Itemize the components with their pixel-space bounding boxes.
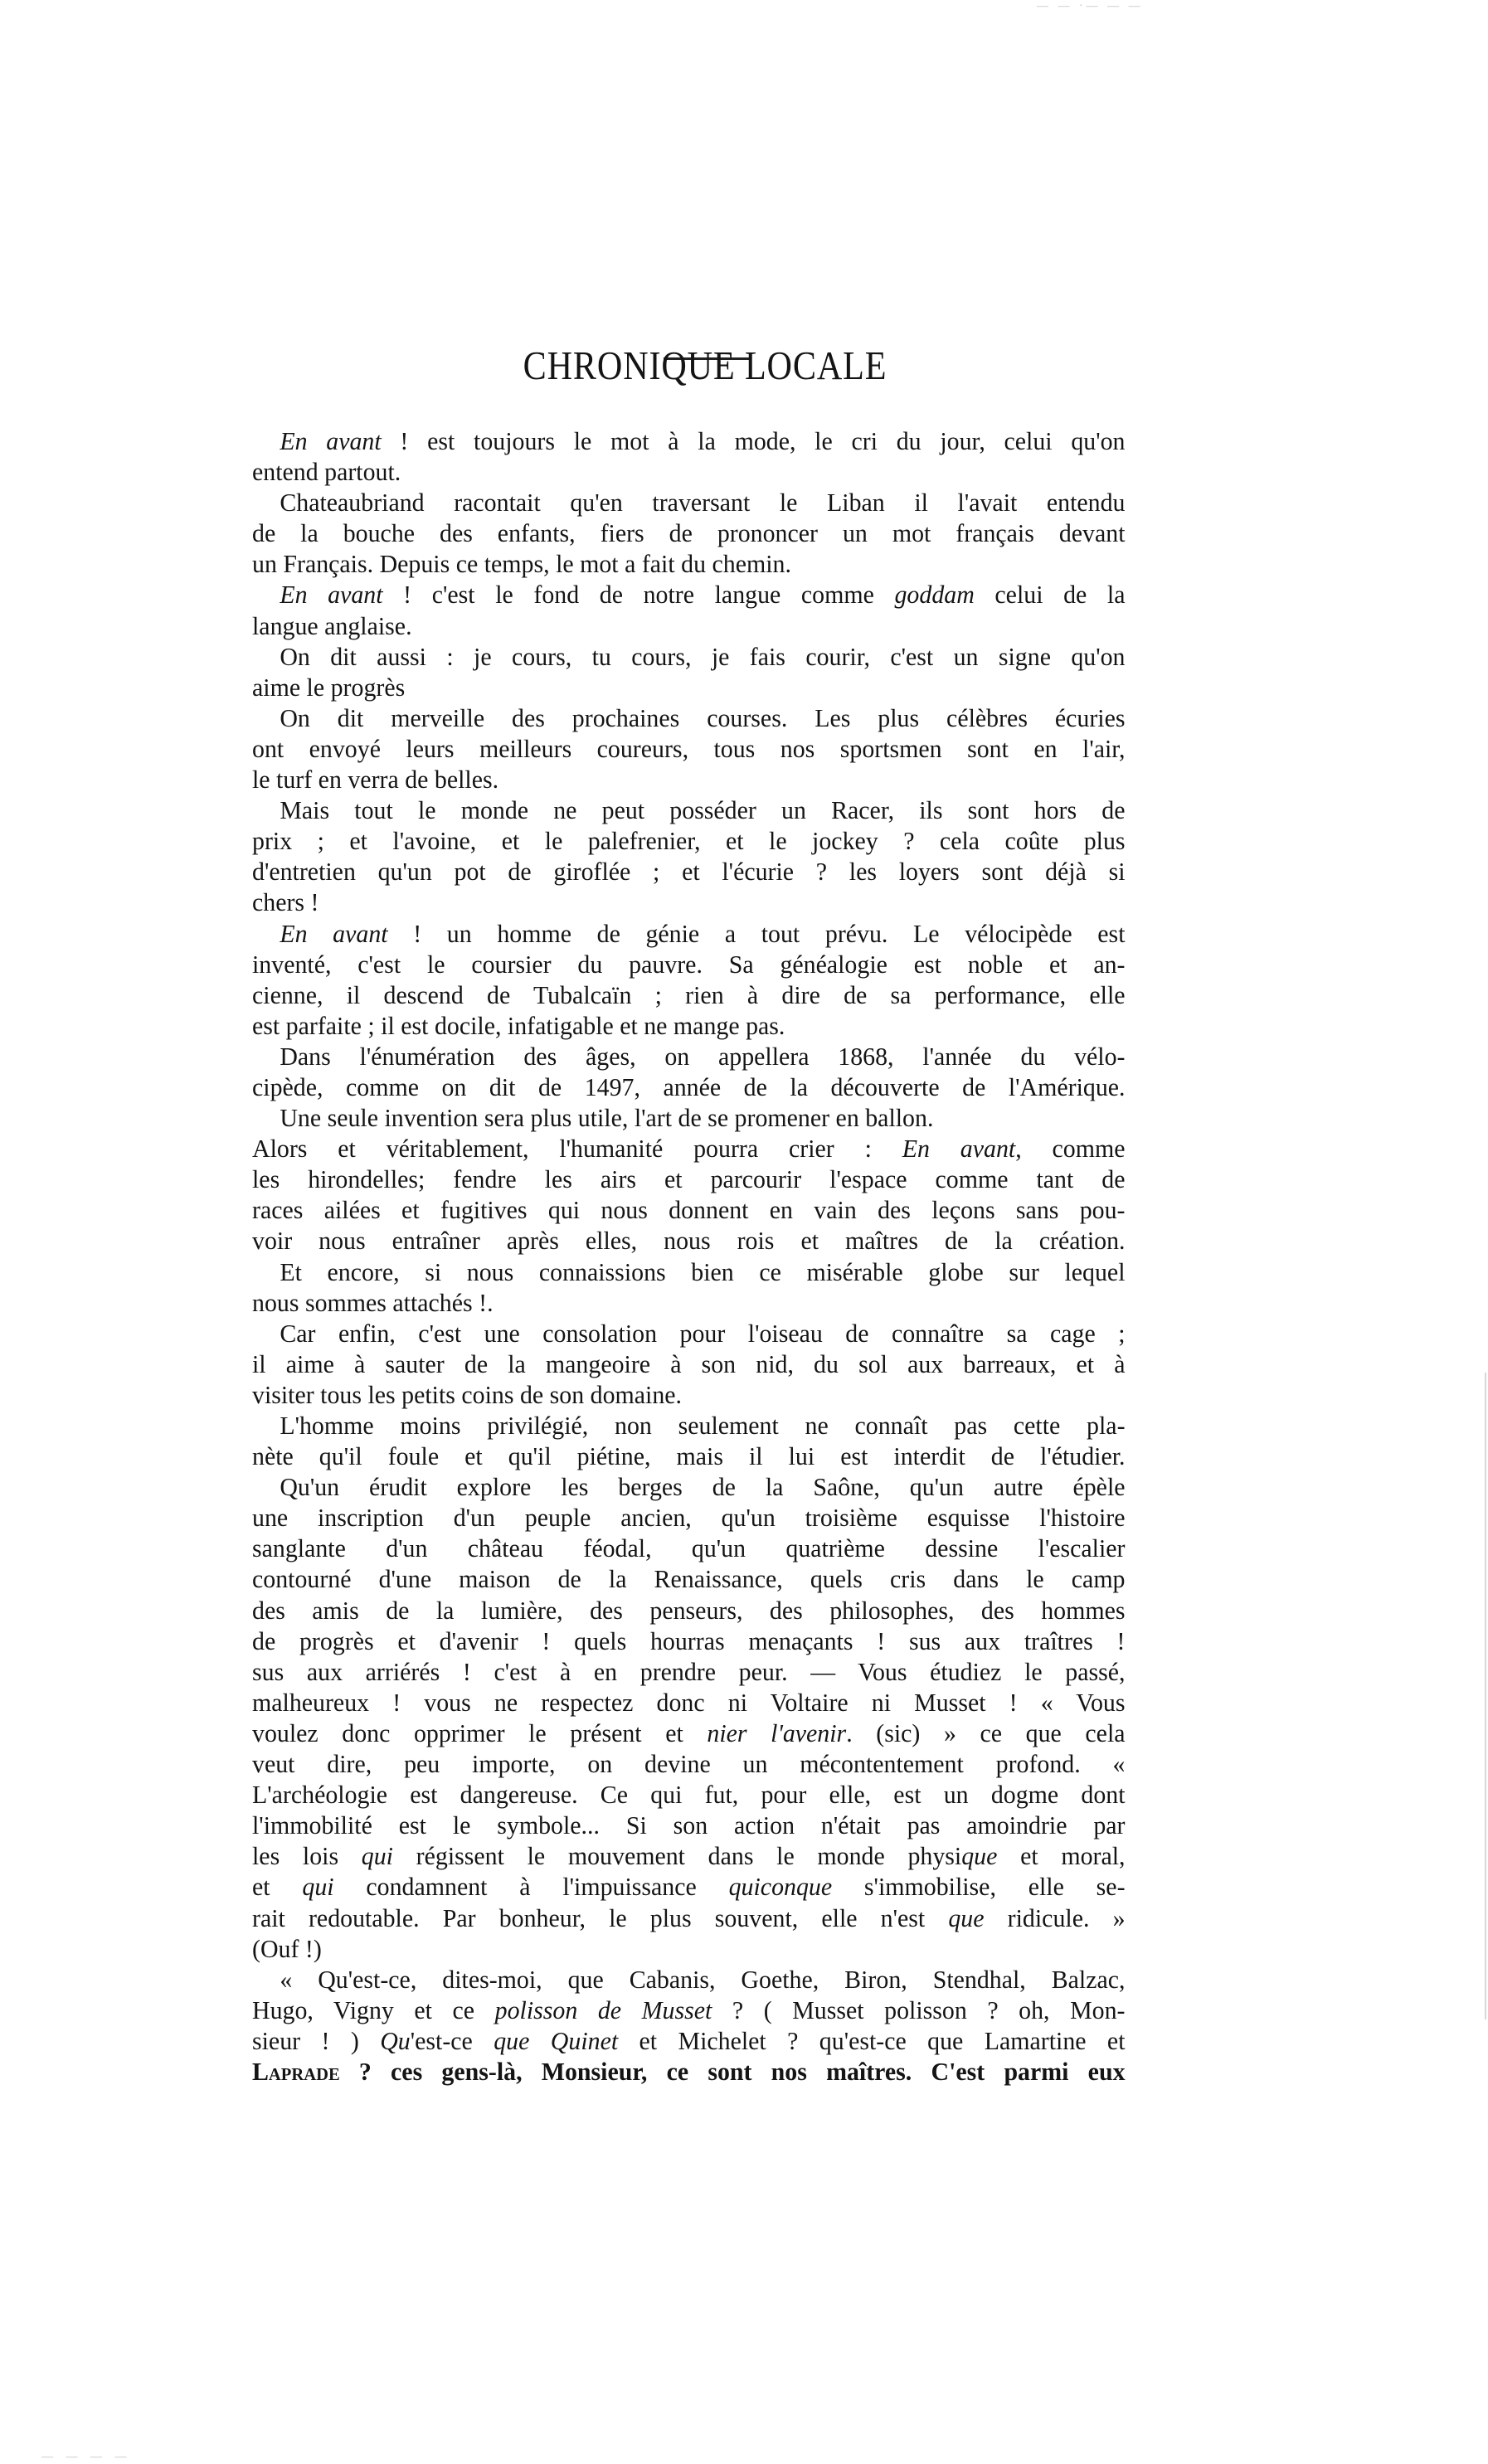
text-segment: Mais tout le monde ne peut posséder un Racer, ils sont hors de bbox=[280, 796, 1126, 825]
top-edge-marks: — — ·— — — bbox=[1037, 0, 1144, 12]
text-line bbox=[252, 980, 1126, 1011]
text-line bbox=[252, 1011, 1126, 1042]
text-segment: L'archéologie est dangereuse. Ce qui fut, pour elle, est un dogme dont bbox=[252, 1781, 1126, 1810]
text-line bbox=[252, 826, 1126, 857]
text-line bbox=[252, 1288, 1126, 1319]
text-line bbox=[252, 1903, 1126, 1934]
italic-text: qui bbox=[361, 1842, 393, 1871]
text-segment: ont envoyé leurs meilleurs coureurs, tous nos sportsmen sont en l'air, bbox=[252, 734, 1126, 763]
italic-text: En avant bbox=[280, 581, 383, 610]
text-segment: condamnent à l'impuissance bbox=[333, 1873, 729, 1902]
text-segment: ? ces gens-là, Monsieur, ce sont nos maîtres. C'est parmi eux bbox=[339, 2057, 1126, 2086]
text-segment: ! est toujours le mot à la mode, le cri du jour, celui qu'on bbox=[381, 427, 1126, 455]
text-line bbox=[252, 1134, 1126, 1164]
text-line bbox=[252, 1072, 1126, 1103]
text-segment: prix ; et l'avoine, et le palefrenier, et le jockey ? cela coûte plus bbox=[252, 827, 1126, 856]
text-segment: le turf en verra de belles. bbox=[252, 765, 499, 795]
text-segment: cienne, il descend de Tubalcaïn ; rien à dire de sa performance, elle bbox=[252, 980, 1126, 1009]
italic-text: que bbox=[961, 1842, 998, 1871]
text-segment: régissent le mouvement dans le monde physi bbox=[392, 1842, 962, 1871]
italic-text: qui bbox=[302, 1873, 334, 1902]
text-segment: 'est-ce bbox=[410, 2026, 494, 2055]
text-line bbox=[252, 1688, 1126, 1718]
text-segment: Chateaubriand racontait qu'en traversant le Liban il l'avait entendu bbox=[280, 488, 1126, 518]
text-line bbox=[252, 1257, 1126, 1288]
italic-text: nier l'avenir bbox=[707, 1718, 847, 1747]
text-line bbox=[252, 919, 1126, 950]
text-line bbox=[252, 1411, 1126, 1441]
text-segment: On dit aussi : je cours, tu cours, je fais courir, c'est un signe qu'on bbox=[280, 642, 1126, 671]
article-body bbox=[252, 426, 1126, 2087]
text-line bbox=[252, 457, 1126, 488]
italic-text: que Quinet bbox=[494, 2026, 619, 2055]
text-segment: , comme bbox=[1015, 1135, 1126, 1164]
text-line bbox=[252, 1841, 1126, 1872]
text-line bbox=[252, 795, 1126, 826]
text-segment: malheureux ! vous ne respectez donc ni Voltaire ni Musset ! « Vous bbox=[252, 1688, 1126, 1717]
text-segment: L'homme moins privilégié, non seulement ne connaît pas cette pla- bbox=[280, 1412, 1126, 1440]
text-line bbox=[252, 1349, 1126, 1380]
text-line bbox=[252, 1441, 1126, 1472]
text-segment: Une seule invention sera plus utile, l'art de se promener en ballon. bbox=[280, 1104, 934, 1133]
text-line bbox=[252, 1934, 1126, 1965]
text-line bbox=[252, 734, 1126, 765]
text-line bbox=[252, 518, 1126, 549]
text-segment: chers ! bbox=[252, 888, 319, 917]
text-line bbox=[252, 1657, 1126, 1688]
text-segment: voir nous entraîner après elles, nous rois et maîtres de la création. bbox=[252, 1227, 1126, 1256]
text-segment: voulez donc opprimer le présent et bbox=[252, 1718, 708, 1747]
text-line bbox=[252, 642, 1126, 673]
text-line bbox=[252, 1995, 1126, 2026]
text-segment: ridicule. » bbox=[984, 1903, 1126, 1932]
text-segment: Et encore, si nous connaissions bien ce misérable globe sur lequel bbox=[280, 1257, 1126, 1286]
text-line bbox=[252, 1749, 1126, 1780]
text-line bbox=[252, 1626, 1126, 1657]
text-segment: contourné d'une maison de la Renaissance, quels cris dans le camp bbox=[252, 1565, 1126, 1594]
text-segment: ! un homme de génie a tout prévu. Le vélocipède est bbox=[387, 919, 1126, 948]
text-segment: visiter tous les petits coins de son domaine. bbox=[252, 1380, 683, 1409]
text-line bbox=[252, 1164, 1126, 1195]
text-line bbox=[252, 1195, 1126, 1226]
text-segment: entend partout. bbox=[252, 458, 401, 487]
text-segment: races ailées et fugitives qui nous donnent en vain des leçons sans pou- bbox=[252, 1196, 1126, 1225]
text-line bbox=[252, 1226, 1126, 1256]
text-segment: Dans l'énumération des âges, on appellera 1868, l'année du vélo- bbox=[280, 1042, 1126, 1071]
text-segment: et moral, bbox=[997, 1842, 1126, 1871]
text-segment: Car enfin, c'est une consolation pour l'oiseau de connaître sa cage ; bbox=[280, 1319, 1126, 1348]
text-line bbox=[252, 1872, 1126, 1903]
bottom-edge-marks: — — — — bbox=[41, 2451, 132, 2463]
text-segment: sieur ! ) bbox=[252, 2026, 381, 2055]
text-segment: de la bouche des enfants, fiers de prononcer un mot français devant bbox=[252, 519, 1126, 548]
text-segment: l'immobilité est le symbole... Si son action n'était pas amoindrie par bbox=[252, 1811, 1126, 1840]
text-line bbox=[252, 950, 1126, 980]
text-line bbox=[252, 1503, 1126, 1533]
text-segment: ! c'est le fond de notre langue comme bbox=[382, 581, 895, 610]
italic-text: que bbox=[948, 1903, 985, 1932]
text-segment: nous sommes attachés !. bbox=[252, 1288, 494, 1317]
text-segment: des amis de la lumière, des penseurs, des philosophes, des hommes bbox=[252, 1596, 1126, 1625]
italic-text: goddam bbox=[894, 581, 975, 610]
text-segment: Laprade bbox=[252, 2057, 340, 2086]
text-segment: une inscription d'un peuple ancien, qu'un troisième esquisse l'histoire bbox=[252, 1504, 1126, 1533]
text-line bbox=[252, 580, 1126, 610]
text-line bbox=[252, 703, 1126, 734]
text-segment: langue anglaise. bbox=[252, 611, 412, 640]
text-segment: aime le progrès bbox=[252, 673, 406, 702]
text-line bbox=[252, 1380, 1126, 1411]
text-line bbox=[252, 1103, 1126, 1134]
text-segment: Hugo, Vigny et ce bbox=[252, 1995, 495, 2024]
text-segment: il aime à sauter de la mangeoire à son nid, du sol aux barreaux, et à bbox=[252, 1349, 1126, 1378]
text-line bbox=[252, 1042, 1126, 1072]
text-line bbox=[252, 673, 1126, 703]
italic-text: quiconque bbox=[728, 1873, 833, 1902]
text-segment: d'entretien qu'un pot de giroflée ; et l'écurie ? les loyers sont déjà si bbox=[252, 858, 1126, 887]
italic-text: polisson de Musset bbox=[494, 1995, 712, 2024]
text-segment: celui de la bbox=[974, 581, 1126, 610]
text-line bbox=[252, 1965, 1126, 1995]
text-segment: est parfaite ; il est docile, infatigable et ne mange pas. bbox=[252, 1011, 785, 1040]
text-segment: « Qu'est-ce, dites-moi, que Cabanis, Goethe, Biron, Stendhal, Balzac, bbox=[280, 1965, 1126, 1994]
italic-text: En avant bbox=[280, 919, 388, 948]
text-line bbox=[252, 765, 1126, 795]
text-line bbox=[252, 1718, 1126, 1749]
text-line bbox=[252, 611, 1126, 642]
text-line bbox=[252, 857, 1126, 887]
page-title: CHRONIQUE LOCALE bbox=[523, 343, 887, 388]
text-segment: de progrès et d'avenir ! quels hourras menaçants ! sus aux traîtres ! bbox=[252, 1626, 1126, 1655]
text-segment: les lois bbox=[252, 1842, 362, 1871]
text-segment: rait redoutable. Par bonheur, le plus souvent, elle n'est bbox=[252, 1903, 949, 1932]
text-segment: s'immobilise, elle se- bbox=[832, 1873, 1126, 1902]
text-segment: veut dire, peu importe, on devine un mécontentement profond. « bbox=[252, 1750, 1126, 1779]
text-line bbox=[252, 2057, 1126, 2087]
text-segment: inventé, c'est le coursier du pauvre. Sa généalogie est noble et an- bbox=[252, 950, 1126, 979]
text-segment: (Ouf !) bbox=[252, 1934, 322, 1963]
text-segment: On dit merveille des prochaines courses. Les plus célèbres écuries bbox=[280, 703, 1126, 732]
text-segment: un Français. Depuis ce temps, le mot a fait du chemin. bbox=[252, 550, 791, 579]
italic-text: En avant bbox=[280, 427, 382, 455]
text-line bbox=[252, 1564, 1126, 1595]
text-line bbox=[252, 1319, 1126, 1349]
text-line bbox=[252, 1472, 1126, 1503]
text-segment: les hirondelles; fendre les airs et parcourir l'espace comme tant de bbox=[252, 1165, 1126, 1194]
text-segment: sus aux arriérés ! c'est à en prendre peur. — Vous étudiez le passé, bbox=[252, 1657, 1126, 1686]
text-segment: et Michelet ? qu'est-ce que Lamartine et bbox=[618, 2026, 1126, 2055]
text-segment: . (sic) » ce que cela bbox=[846, 1718, 1126, 1747]
text-segment: nète qu'il foule et qu'il piétine, mais il lui est interdit de l'étudier. bbox=[252, 1442, 1126, 1471]
italic-text: En avant bbox=[902, 1135, 1016, 1164]
text-line bbox=[252, 1596, 1126, 1626]
text-segment: Alors et véritablement, l'humanité pourra crier : bbox=[252, 1135, 902, 1164]
text-line bbox=[252, 1810, 1126, 1841]
text-segment: et bbox=[252, 1873, 303, 1902]
text-line bbox=[252, 887, 1126, 918]
binding-edge bbox=[1485, 1373, 1486, 2019]
text-line bbox=[252, 2026, 1126, 2057]
text-line bbox=[252, 426, 1126, 457]
text-segment: ? ( Musset polisson ? oh, Mon- bbox=[712, 1995, 1126, 2024]
text-segment: Qu'un érudit explore les berges de la Saône, qu'un autre épèle bbox=[280, 1473, 1126, 1502]
text-line bbox=[252, 488, 1126, 518]
text-line bbox=[252, 1780, 1126, 1810]
text-segment: cipède, comme on dit de 1497, année de la découverte de l'Amérique. bbox=[252, 1072, 1126, 1101]
italic-text: Qu bbox=[380, 2026, 411, 2055]
text-line bbox=[252, 1533, 1126, 1564]
text-segment: sanglante d'un château féodal, qu'un quatrième dessine l'escalier bbox=[252, 1534, 1126, 1563]
text-line bbox=[252, 549, 1126, 580]
